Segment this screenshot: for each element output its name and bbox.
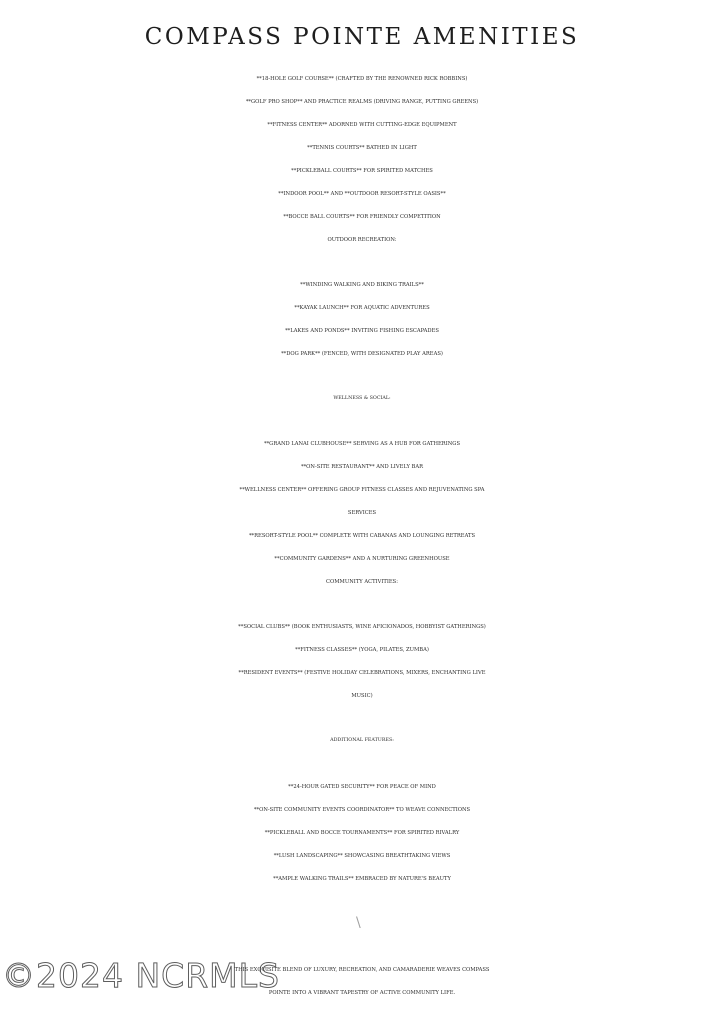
amenity-line: **LAKES AND PONDS** INVITING FISHING ESCAPADES: [285, 328, 439, 334]
amenity-line: **PICKLEBALL AND BOCCE TOURNAMENTS** FOR SPIRITED RIVALRY: [264, 830, 460, 836]
section-heading-additional-features: ADDITIONAL FEATURES:: [330, 738, 394, 743]
amenity-line: **COMMUNITY GARDENS** AND A NURTURING GREENHOUSE: [274, 556, 450, 562]
amenity-line: **WELLNESS CENTER** OFFERING GROUP FITNESS CLASSES AND REJUVENATING SPA: [239, 487, 485, 493]
section-heading-outdoor-recreation: OUTDOOR RECREATION:: [327, 237, 397, 243]
amenity-line: **GOLF PRO SHOP** AND PRACTICE REALMS (DRIVING RANGE, PUTTING GREENS): [245, 99, 479, 105]
amenity-line: **24-HOUR GATED SECURITY** FOR PEACE OF MIND: [288, 784, 436, 790]
closing-line: POINTE INTO A VIBRANT TAPESTRY OF ACTIVE COMMUNITY LIFE.: [268, 990, 456, 996]
amenity-line: SERVICES: [347, 510, 377, 516]
amenity-line: **LUSH LANDSCAPING** SHOWCASING BREATHTAKING VIEWS: [273, 853, 451, 859]
closing-line: THIS EXQUISITE BLEND OF LUXURY, RECREATION, AND CAMARADERIE WEAVES COMPASS: [234, 967, 490, 973]
amenity-line: **FITNESS CENTER** ADORNED WITH CUTTING-EDGE EQUIPMENT: [267, 122, 457, 128]
amenity-line: **BOCCE BALL COURTS** FOR FRIENDLY COMPETITION: [283, 214, 441, 220]
amenity-line: **DOG PARK** (FENCED, WITH DESIGNATED PLAY AREAS): [281, 351, 443, 357]
amenity-line: **FITNESS CLASSES** (YOGA, PILATES, ZUMBA): [295, 647, 429, 653]
amenity-line: **KAYAK LAUNCH** FOR AQUATIC ADVENTURES: [294, 305, 430, 311]
amenity-line: **RESIDENT EVENTS** (FESTIVE HOLIDAY CELEBRATIONS, MIXERS, ENCHANTING LIVE: [238, 670, 486, 676]
section-heading-community-activities: COMMUNITY ACTIVITIES:: [326, 579, 398, 585]
amenity-line: **INDOOR POOL** AND **OUTDOOR RESORT-STYLE OASIS**: [278, 191, 446, 197]
amenity-line: **ON-SITE RESTAURANT** AND LIVELY BAR: [300, 464, 424, 470]
amenity-line: **RESORT-STYLE POOL** COMPLETE WITH CABANAS AND LOUNGING RETREATS: [248, 533, 476, 539]
amenity-line: **WINDING WALKING AND BIKING TRAILS**: [300, 282, 424, 288]
page-title: COMPASS POINTE AMENITIES: [144, 24, 580, 50]
ncrmls-watermark: ©2024 NCRMLS: [2, 956, 280, 995]
amenity-line: **TENNIS COURTS** BATHED IN LIGHT: [307, 145, 417, 151]
section-heading-wellness-social: WELLNESS & SOCIAL:: [333, 396, 391, 401]
amenity-line: **ON-SITE COMMUNITY EVENTS COORDINATOR** TO WEAVE CONNECTIONS: [253, 807, 471, 813]
amenity-line: **GRAND LANAI CLUBHOUSE** SERVING AS A HUB FOR GATHERINGS: [263, 441, 460, 447]
amenity-line: **PICKLEBALL COURTS** FOR SPIRITED MATCHES: [291, 168, 433, 174]
amenity-line: MUSIC): [351, 693, 373, 699]
amenity-line: **SOCIAL CLUBS** (BOOK ENTHUSIASTS, WINE AFICIONADOS, HOBBYIST GATHERINGS): [238, 624, 486, 630]
amenity-line: **AMPLE WALKING TRAILS** EMBRACED BY NATURE'S BEAUTY: [273, 876, 451, 882]
stray-slash-mark: \: [356, 915, 361, 931]
amenity-line: **18-HOLE GOLF COURSE** (CRAFTED BY THE RENOWNED RICK ROBBINS): [256, 76, 468, 82]
